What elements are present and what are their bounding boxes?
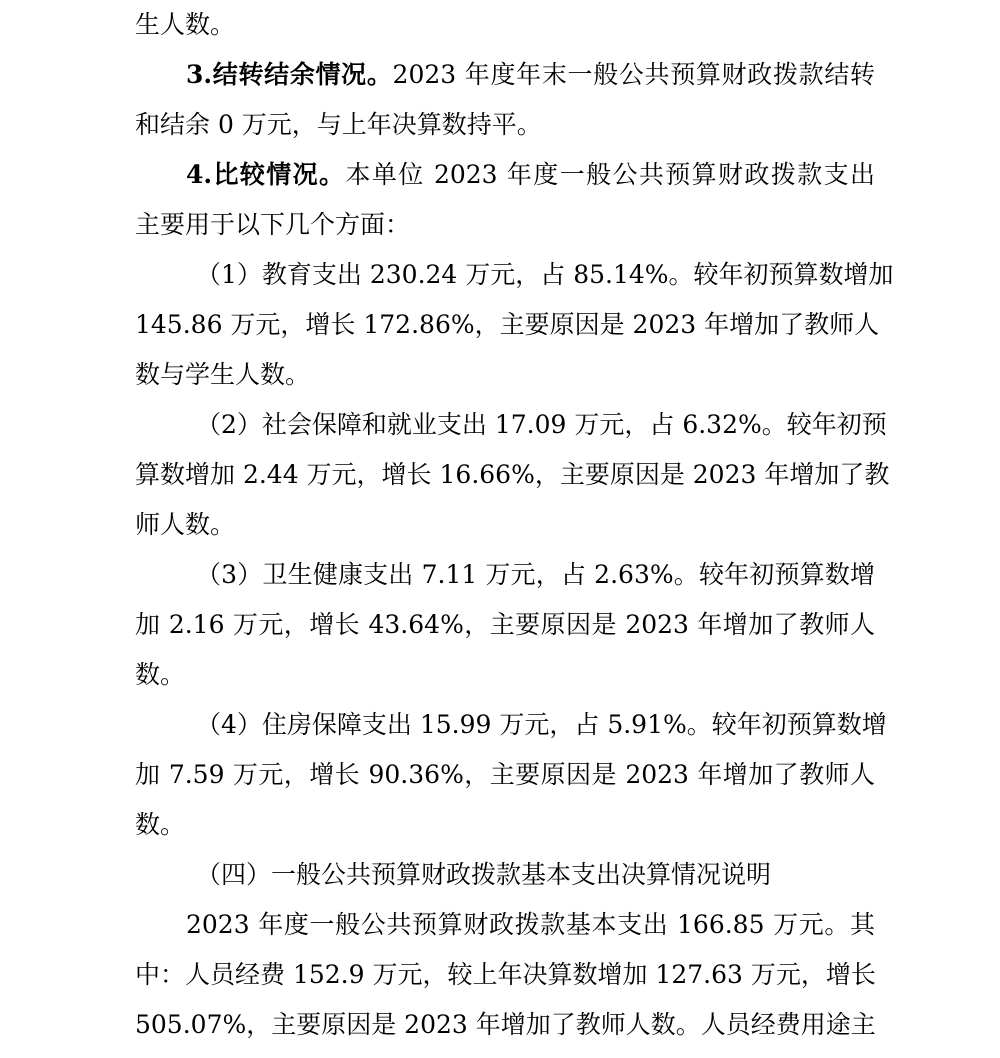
paragraph-line: 2023 年度一般公共预算财政拨款基本支出 166.85 万元。其 bbox=[186, 910, 875, 939]
paragraph-line: （3）卫生健康支出 7.11 万元，占 2.63%。较年初预算数增 bbox=[196, 560, 875, 589]
paragraph-line: 算数增加 2.44 万元，增长 16.66%，主要原因是 2023 年增加了教 bbox=[135, 460, 890, 489]
paragraph-line: 中：人员经费 152.9 万元，较上年决算数增加 127.63 万元，增长 bbox=[135, 960, 876, 989]
paragraph-line: 145.86 万元，增长 172.86%，主要原因是 2023 年增加了教师人 bbox=[135, 310, 880, 339]
paragraph-line: 数。 bbox=[135, 660, 186, 689]
paragraph-line: 加 2.16 万元，增长 43.64%，主要原因是 2023 年增加了教师人 bbox=[135, 610, 875, 639]
paragraph-line: 师人数。 bbox=[135, 510, 236, 539]
paragraph-line: 4.比较情况。本单位 2023 年度一般公共预算财政拨款支出 bbox=[186, 160, 875, 189]
section-heading: 3.结转结余情况。 bbox=[186, 60, 393, 89]
paragraph-line: 3.结转结余情况。2023 年度年末一般公共预算财政拨款结转 bbox=[186, 60, 875, 89]
paragraph-line: 数与学生人数。 bbox=[135, 360, 311, 389]
section-heading: 4.比较情况。 bbox=[186, 160, 346, 189]
paragraph-line: 加 7.59 万元，增长 90.36%，主要原因是 2023 年增加了教师人 bbox=[135, 760, 875, 789]
paragraph-line: 生人数。 bbox=[135, 10, 236, 39]
paragraph-line: 和结余 0 万元，与上年决算数持平。 bbox=[135, 110, 542, 139]
section-title: （四）一般公共预算财政拨款基本支出决算情况说明 bbox=[196, 860, 772, 889]
paragraph-line: 主要用于以下几个方面： bbox=[135, 210, 411, 239]
paragraph-line: （2）社会保障和就业支出 17.09 万元，占 6.32%。较年初预 bbox=[196, 410, 887, 439]
paragraph-line: 505.07%，主要原因是 2023 年增加了教师人数。人员经费用途主 bbox=[135, 1010, 876, 1039]
paragraph-line: 数。 bbox=[135, 810, 186, 839]
paragraph-line: （4）住房保障支出 15.99 万元，占 5.91%。较年初预算数增 bbox=[196, 710, 887, 739]
paragraph-line: （1）教育支出 230.24 万元，占 85.14%。较年初预算数增加 bbox=[196, 260, 894, 289]
